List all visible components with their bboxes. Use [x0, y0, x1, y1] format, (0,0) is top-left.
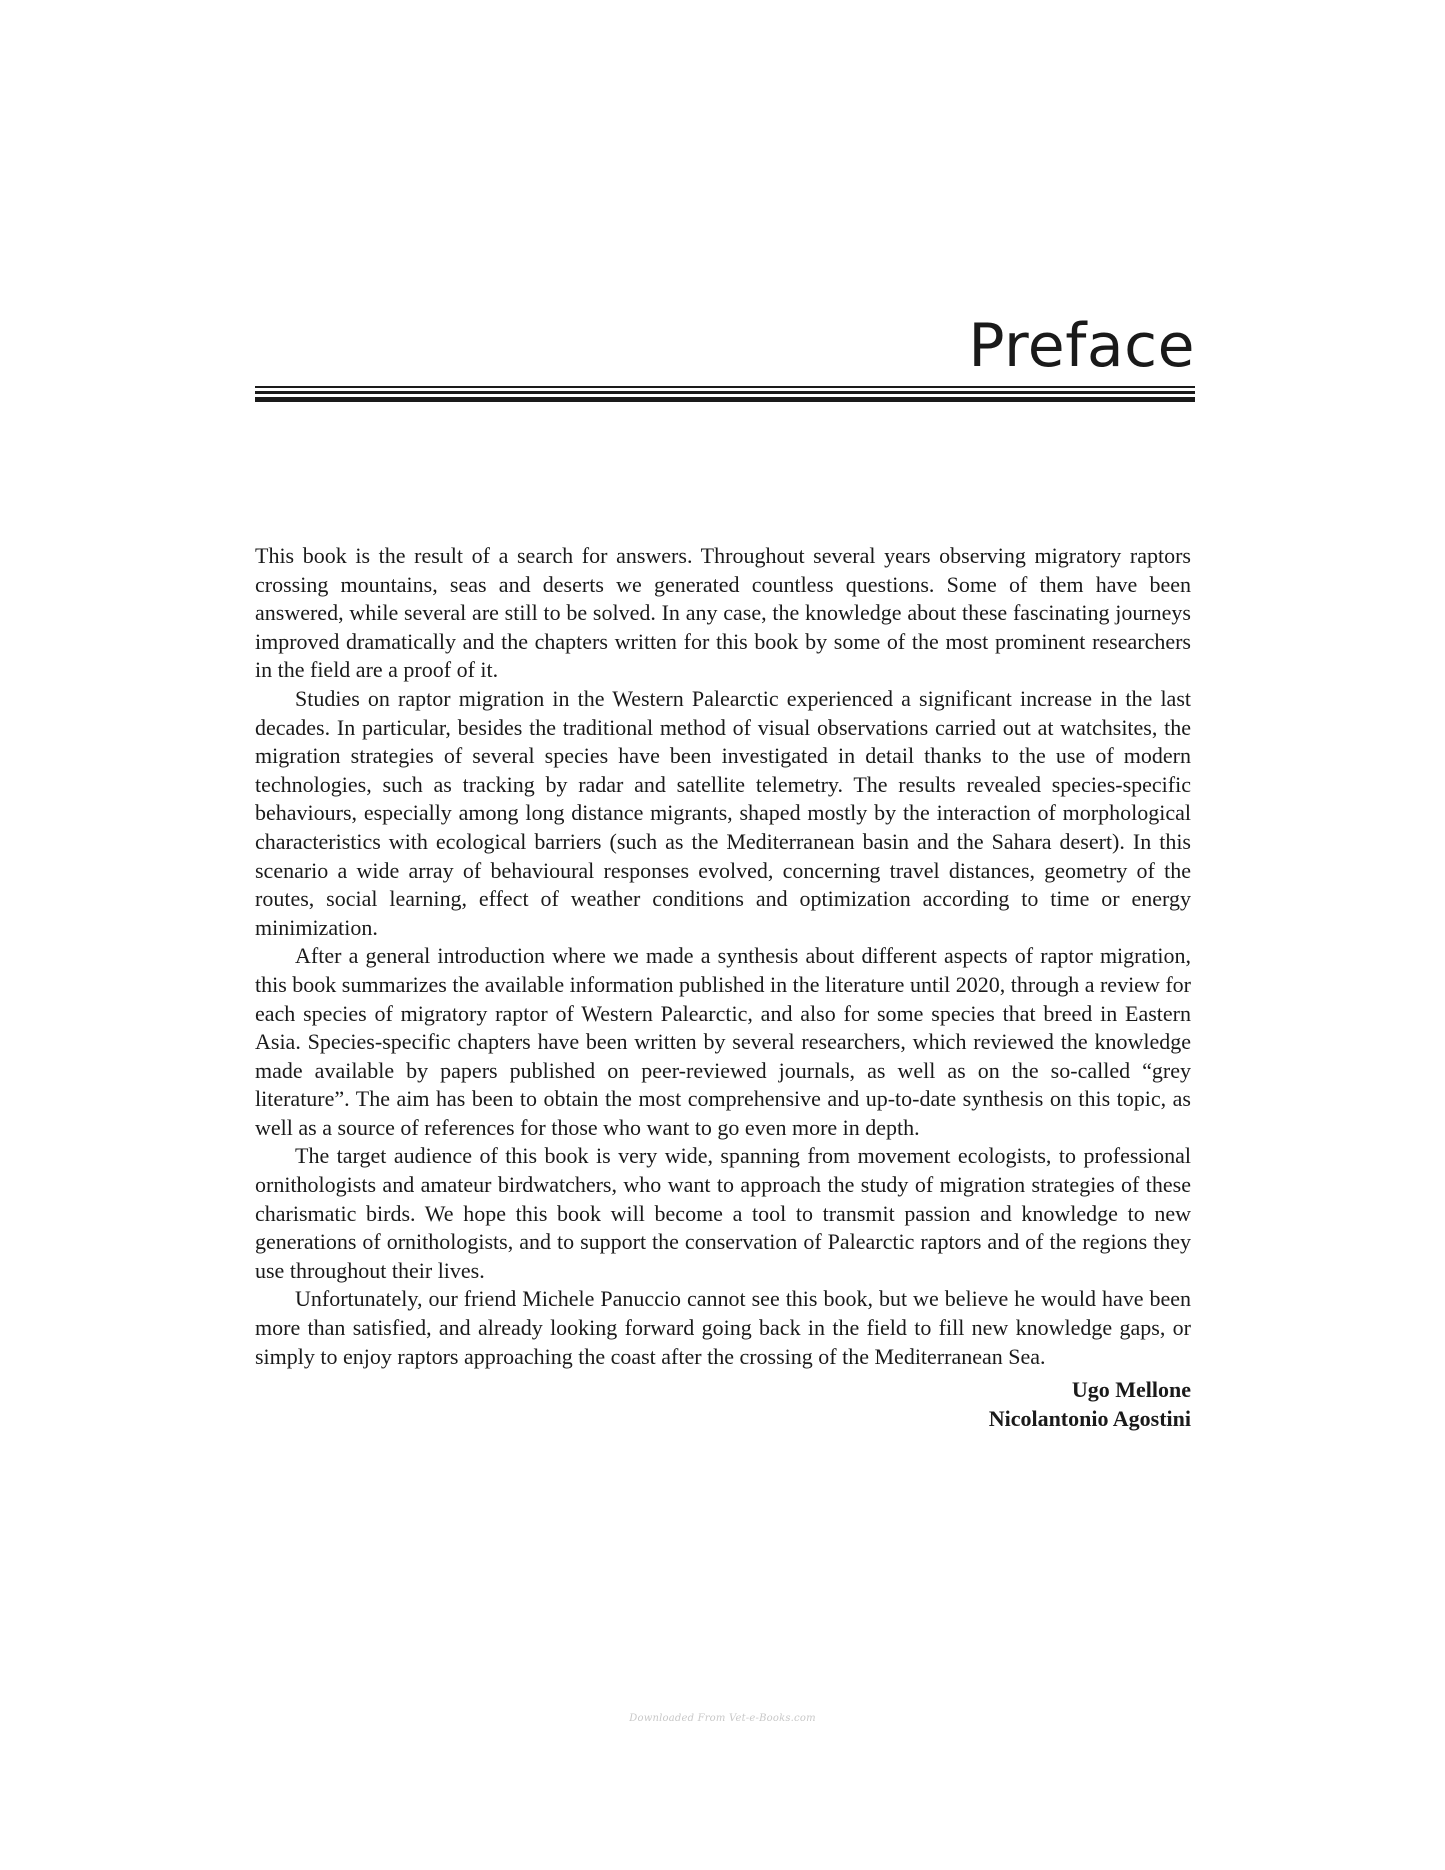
title-rule [255, 386, 1195, 404]
author-name-2: Nicolantonio Agostini [988, 1406, 1191, 1431]
author-signature [255, 1375, 1191, 1433]
watermark: Downloaded From Vet-e-Books.com [629, 1713, 816, 1724]
title-rule-line-medium [255, 391, 1195, 394]
paragraph-2: Studies on raptor migration in the Western Palearctic experienced a significant increase in the last decades. In particular, besides the traditional method of visual observations carried out at watchsites, the migration strategies of several species have been investigated in detail thanks to the use of modern technologies, such as tracking by radar and satellite telemetry. The results revealed species-specific behaviours, especially among long distance migrants, shaped mostly by the interaction of morphological characteristics with ecological barriers (such as the Mediterranean basin and the Sahara desert). In this scenario a wide array of behavioural responses evolved, concerning travel distances, geometry of the routes, social learning, effect of weather conditions and optimization according to time or energy minimization. [255, 685, 1191, 940]
preface-body [255, 542, 1191, 1371]
paragraph-3: After a general introduction where we made a synthesis about different aspects of raptor migration, this book summarizes the available information published in the literature until 2020, through a review for each species of migratory raptor of Western Palearctic, and also for some species that breed in Eastern Asia. Species-specific chapters have been written by several researchers, which reviewed the knowledge made available by papers published on peer-reviewed journals, as well as on the so-called “grey literature”. The aim has been to obtain the most comprehensive and up-to-date synthesis on this topic, as well as a source of references for those who want to go even more in depth. [255, 943, 1191, 1140]
page-title: Preface [968, 311, 1195, 381]
title-rule-line-thick [255, 397, 1195, 402]
paragraph-5: Unfortunately, our friend Michele Panuccio cannot see this book, but we believe he would have been more than satisfied, and already looking forward going back in the field to fill new knowledge gaps, or simply to enjoy raptors approaching the coast after the crossing of the Mediterranean Sea. [255, 1286, 1191, 1369]
paragraph-1: This book is the result of a search for answers. Throughout several years observing migratory raptors crossing mountains, seas and deserts we generated countless questions. Some of them have been answered, while several are still to be solved. In any case, the knowledge about these fascinating journeys improved dramatically and the chapters written for this book by some of the most prominent researchers in the field are a proof of it. [255, 543, 1191, 683]
title-rule-line-thin [255, 386, 1195, 388]
paragraph-4: The target audience of this book is very wide, spanning from movement ecologists, to professional ornithologists and amateur birdwatchers, who want to approach the study of migration strategies of these charismatic birds. We hope this book will become a tool to transmit passion and knowledge to new generations of ornithologists, and to support the conservation of Palearctic raptors and of the regions they use throughout their lives. [255, 1143, 1191, 1283]
author-name-1: Ugo Mellone [1071, 1377, 1191, 1402]
